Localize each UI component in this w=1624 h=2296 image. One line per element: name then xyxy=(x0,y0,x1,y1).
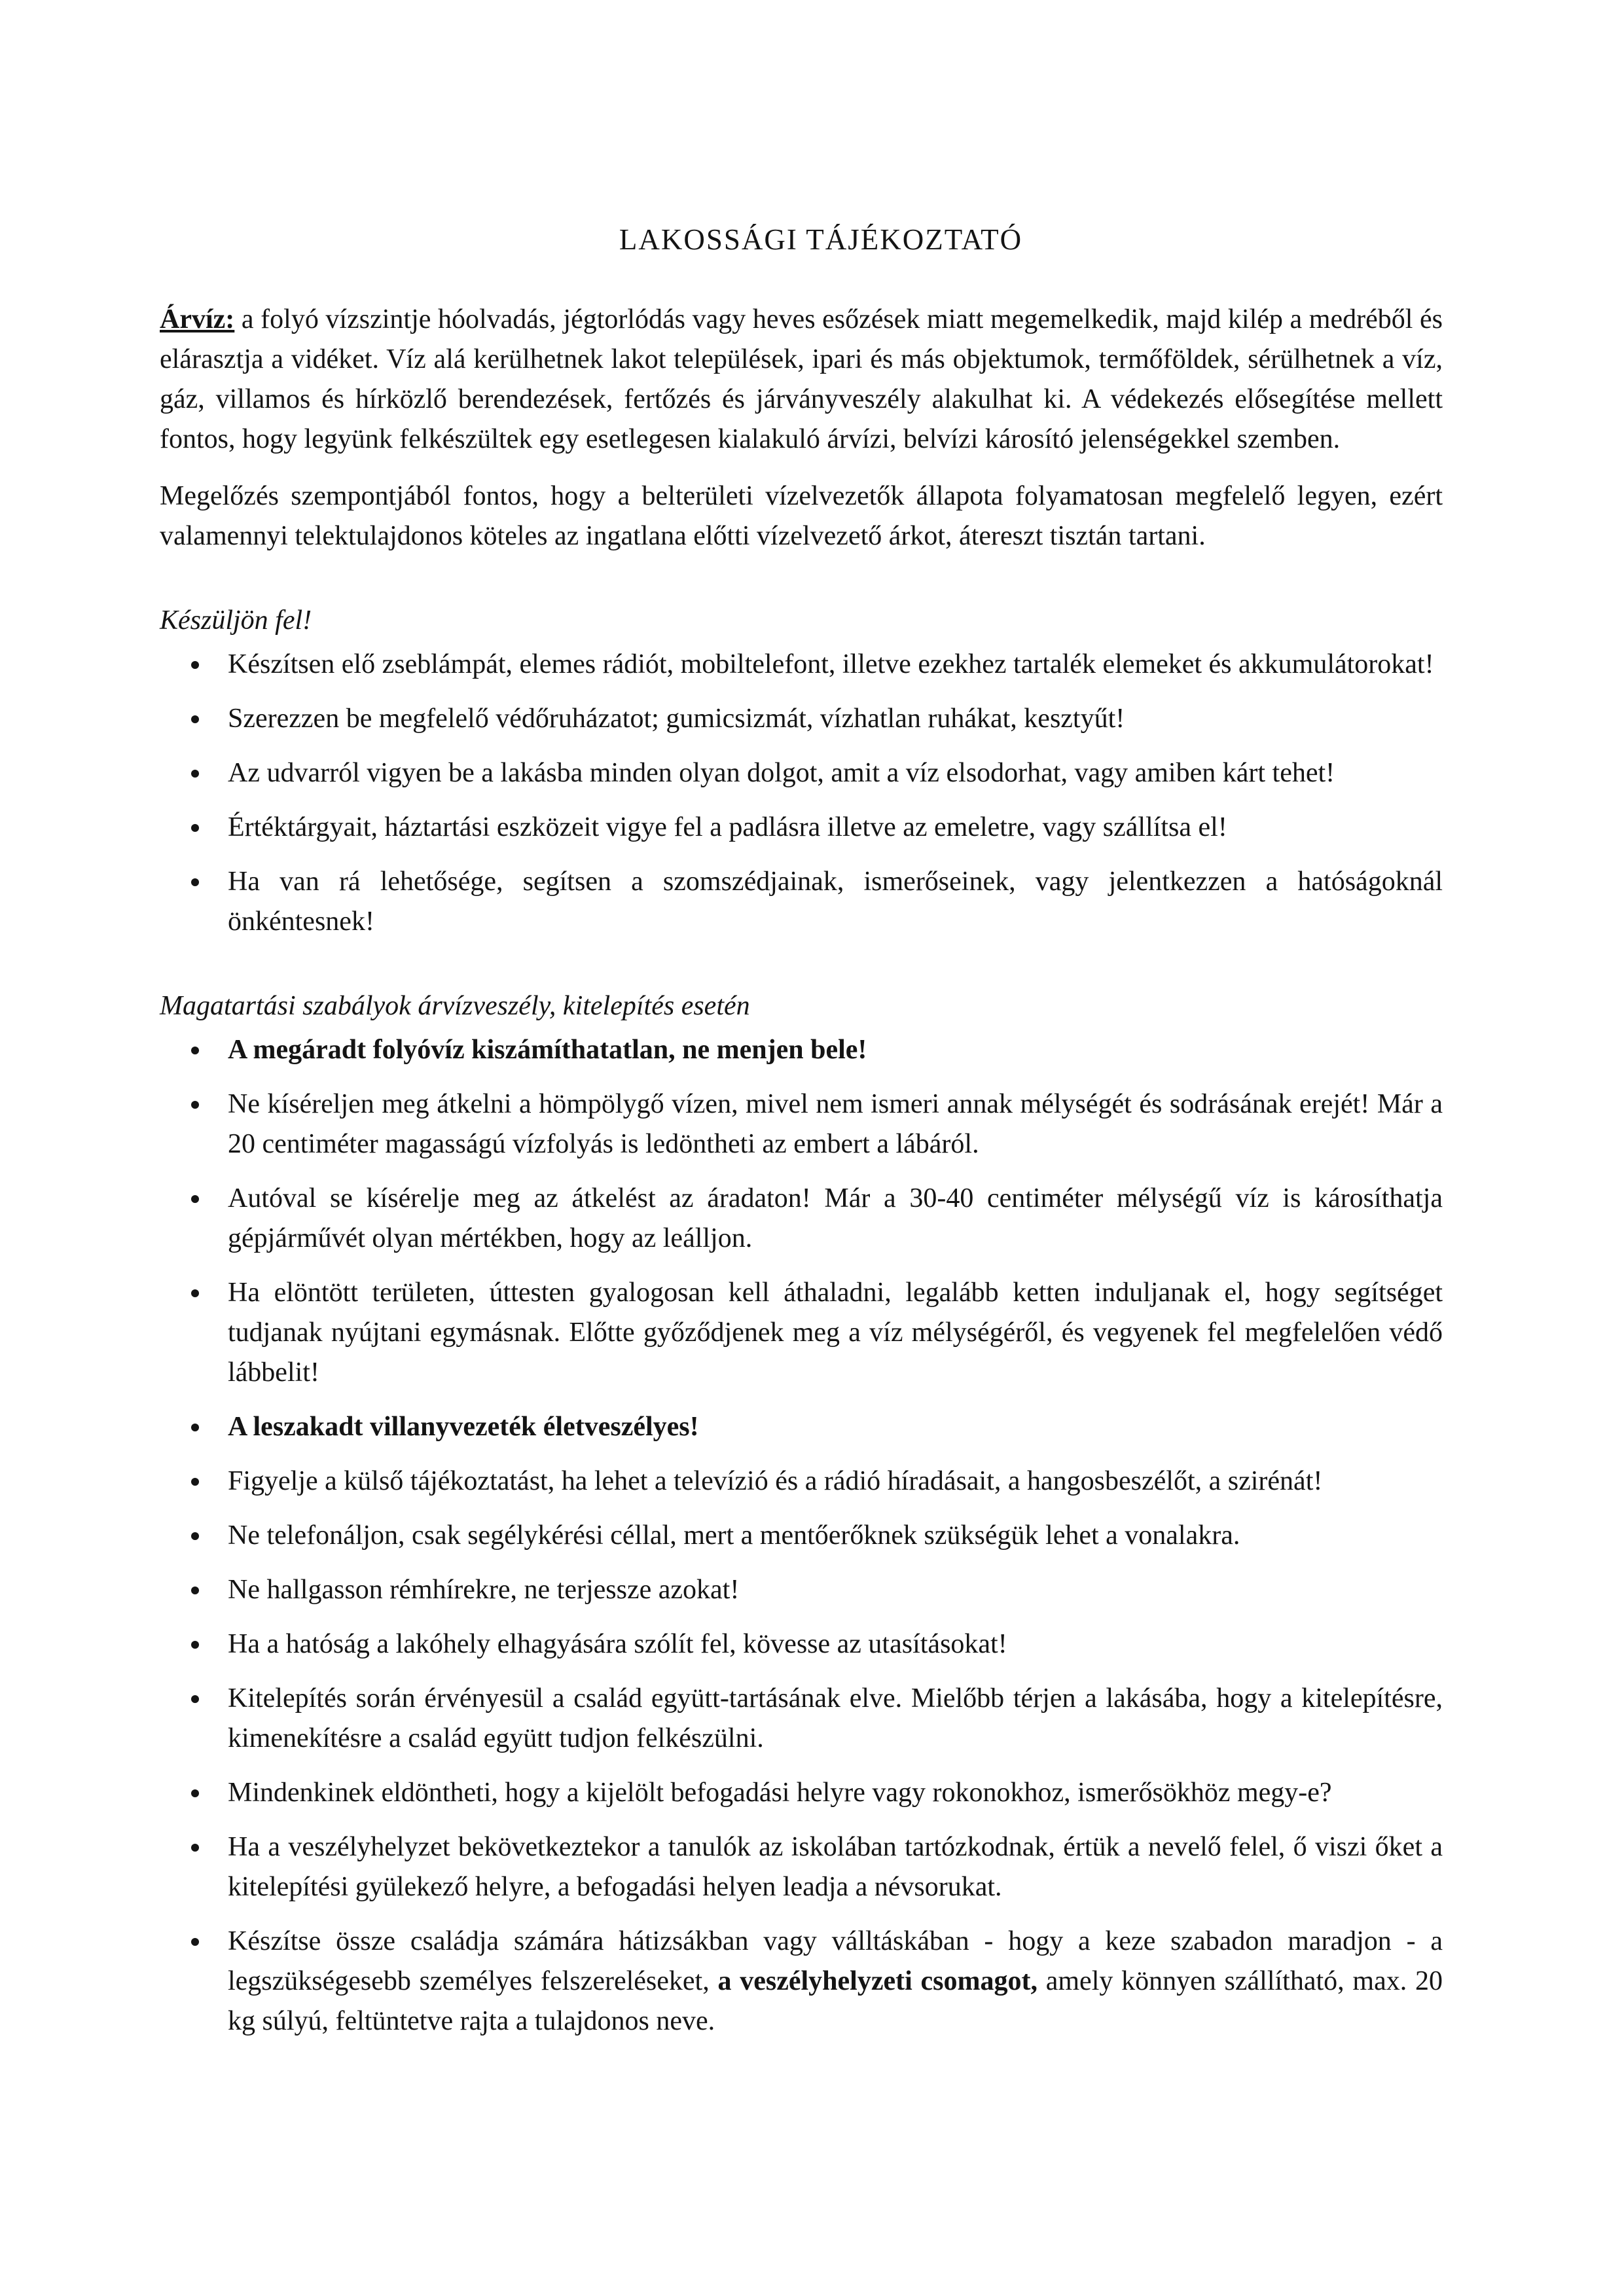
bullet-icon xyxy=(191,1047,199,1054)
intro-paragraph xyxy=(160,300,1443,459)
list-item: Autóval se kísérelje meg az átkelést az áradaton! Már a 30-40 centiméter mélységű víz is károsíthatja gépjárművét olyan mértékben, hogy az leálljon. xyxy=(160,1179,1443,1259)
bullet-icon xyxy=(191,1424,199,1431)
bullet-icon xyxy=(191,1289,199,1297)
bullet-icon xyxy=(191,1938,199,1946)
list-item: Mindenkinek eldöntheti, hogy a kijelölt befogadási helyre vagy rokonokhoz, ismerősökhöz megy-e? xyxy=(160,1773,1443,1813)
intro-term: Árvíz: xyxy=(160,304,235,334)
bullet-icon xyxy=(191,1844,199,1852)
bullet-icon xyxy=(191,1789,199,1797)
list-item: Ne kíséreljen meg átkelni a hömpölygő vízen, mivel nem ismeri annak mélységét és sodrásának erejét! Már a 20 centiméter magasságú vízfolyás is ledöntheti az embert a lábáról. xyxy=(160,1085,1443,1164)
bullet-icon xyxy=(191,1478,199,1486)
bullet-icon xyxy=(191,661,199,669)
bullet-icon xyxy=(191,1532,199,1540)
list-item: Készítsen elő zseblámpát, elemes rádiót, mobiltelefont, illetve ezekhez tartalék elemeket és akkumulátorokat! xyxy=(160,645,1443,685)
list-item: Készítse össze családja számára hátizsákban vagy válltáskában - hogy a keze szabadon maradjon - a legszükségesebb személyes felszereléseket, a veszélyhelyzeti csomagot, amely könnyen szállítható, max. 20 kg súlyú, feltüntetve rajta a tulajdonos neve. xyxy=(160,1922,1443,2041)
list-item: Ne telefonáljon, csak segélykérési céllal, mert a mentőerőknek szükségük lehet a vonalakra. xyxy=(160,1516,1443,1556)
bullet-icon xyxy=(191,1695,199,1703)
list-item: Ha van rá lehetősége, segítsen a szomszédjainak, ismerőseinek, vagy jelentkezzen a hatóságoknál önkéntesnek! xyxy=(160,862,1443,942)
bullet-icon xyxy=(191,770,199,778)
list-item: Szerezzen be megfelelő védőruházatot; gumicsizmát, vízhatlan ruhákat, kesztyűt! xyxy=(160,699,1443,739)
document-content xyxy=(160,223,1443,2056)
prepare-list xyxy=(160,645,1443,942)
list-item: A leszakadt villanyvezeték életveszélyes! xyxy=(160,1407,1443,1447)
list-item: Ha a hatóság a lakóhely elhagyására szólít fel, kövesse az utasításokat! xyxy=(160,1624,1443,1664)
list-item: Értéktárgyait, háztartási eszközeit vigye fel a padlásra illetve az emeletre, vagy szállítsa el! xyxy=(160,808,1443,848)
bullet-icon xyxy=(191,1641,199,1649)
rules-list xyxy=(160,1030,1443,2041)
bullet-icon xyxy=(191,878,199,886)
list-item: Figyelje a külső tájékoztatást, ha lehet a televízió és a rádió híradásait, a hangosbeszélőt, a szirénát! xyxy=(160,1462,1443,1501)
bullet-icon xyxy=(191,1195,199,1203)
list-item: Ha elöntött területen, úttesten gyalogosan kell áthaladni, legalább ketten induljanak el, hogy segítséget tudjanak nyújtani egymásnak. Előtte győződjenek meg a víz mélységéről, és vegyenek fel megfelelően védő lábbelit! xyxy=(160,1273,1443,1393)
bullet-icon xyxy=(191,1587,199,1594)
prevention-paragraph: Megelőzés szempontjából fontos, hogy a belterületi vízelvezetők állapota folyamatosan megfelelő legyen, ezért valamennyi telektulajdonos köteles az ingatlana előtti vízelvezető árkot, átereszt tisztán tartani. xyxy=(160,481,1443,551)
list-item: Az udvarról vigyen be a lakásba minden olyan dolgot, amit a víz elsodorhat, vagy amiben kárt tehet! xyxy=(160,753,1443,793)
bullet-icon xyxy=(191,715,199,723)
bullet-icon xyxy=(191,1101,199,1109)
intro-text: a folyó vízszintje hóolvadás, jégtorlódás vagy heves esőzések miatt megemelkedik, majd kilép a medréből és elárasztja a vidéket. Víz alá kerülhetnek lakot települések, ipari és más objektumok, termőföldek, sérülhetnek a víz, gáz, villamos és hírközlő berendezések, fertőzés és járványveszély alakulhat ki. A védekezés elősegítése mellett fontos, hogy legyünk felkészültek egy esetlegesen kialakuló árvízi, belvízi károsító jelenségekkel szemben. xyxy=(160,304,1443,454)
list-item: Ne hallgasson rémhírekre, ne terjessze azokat! xyxy=(160,1570,1443,1610)
section-heading-rules: Magatartási szabályok árvízveszély, kitelepítés esetén xyxy=(160,991,750,1021)
list-item: Kitelepítés során érvényesül a család együtt-tartásának elve. Mielőbb térjen a lakásába, hogy a kitelepítésre, kimenekítésre a család együtt tudjon felkészülni. xyxy=(160,1679,1443,1759)
bullet-icon xyxy=(191,824,199,832)
list-item: A megáradt folyóvíz kiszámíthatatlan, ne menjen bele! xyxy=(160,1030,1443,1070)
list-item: Ha a veszélyhelyzet bekövetkeztekor a tanulók az iskolában tartózkodnak, értük a nevelő felel, ő viszi őket a kitelepítési gyülekező helyre, a befogadási helyen leadja a névsorukat. xyxy=(160,1827,1443,1907)
section-heading-prepare: Készüljön fel! xyxy=(160,605,312,636)
document-title: LAKOSSÁGI TÁJÉKOZTATÓ xyxy=(619,223,1023,256)
